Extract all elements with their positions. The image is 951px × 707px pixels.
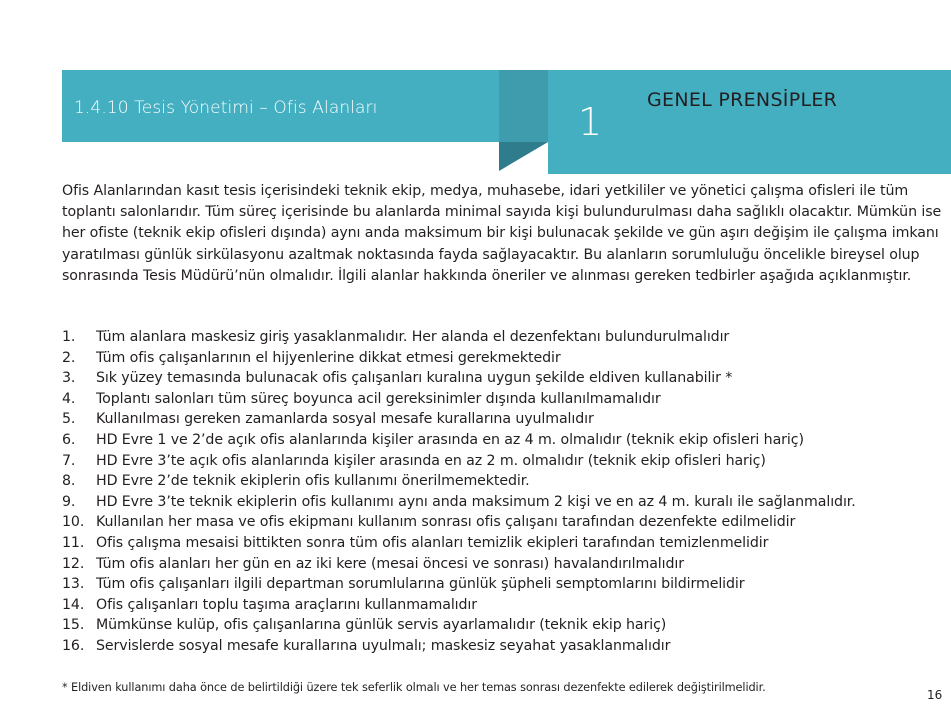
list-item-number: 16. (62, 637, 85, 654)
list-item-number: 8. (62, 473, 76, 490)
list-item-number: 4. (62, 390, 76, 407)
list-item-text: Tüm alanlara maskesiz giriş yasaklanmalıdır. Her alanda el dezenfektanı bulundurulmalıdır (96, 329, 730, 345)
list-item (62, 409, 946, 430)
list-item-number: 14. (62, 596, 85, 613)
list-item-text: HD Evre 3’te teknik ekiplerin ofis kullanımı aynı anda maksimum 2 kişi ve en az 4 m. kuralı ile sağlanmalıdır. (96, 493, 856, 510)
list-item-number: 1. (62, 329, 76, 345)
list-item (62, 574, 946, 595)
list-item-text: HD Evre 1 ve 2’de açık ofis alanlarında kişiler arasında en az 4 m. olmalıdır (teknik ekip ofisleri hariç) (96, 431, 804, 448)
list-item-number: 6. (62, 431, 76, 448)
footnote: * Eldiven kullanımı daha önce de belirtildiği üzere tek seferlik olmalı ve her temas sonrası dezenfekte edilerek değiştirilmelidir. (62, 681, 766, 694)
section-title: 1.4.10 Tesis Yönetimi – Ofis Alanları (74, 98, 378, 118)
list-item-number: 9. (62, 493, 76, 510)
list-item (62, 368, 946, 389)
list-item-number: 15. (62, 617, 85, 634)
list-item-number: 5. (62, 411, 76, 428)
list-item-text: HD Evre 3’te açık ofis alanlarında kişiler arasında en az 2 m. olmalıdır (teknik ekip ofisleri hariç) (96, 452, 766, 469)
list-item (62, 327, 946, 348)
chapter-banner (548, 70, 951, 174)
list-item (62, 615, 946, 636)
list-item (62, 636, 946, 657)
banner-connector (499, 70, 548, 142)
list-item (62, 430, 946, 451)
list-item-text: Tüm ofis alanları her gün en az iki kere (mesai öncesi ve sonrası) havalandırılmalıdır (96, 555, 684, 572)
list-item-number: 2. (62, 349, 76, 366)
list-item (62, 471, 946, 492)
list-item-text: Kullanılan her masa ve ofis ekipmanı kullanım sonrası ofis çalışanı tarafından dezenfekte edilmelidir (96, 514, 796, 531)
list-item-text: Toplantı salonları tüm süreç boyunca acil gereksinimler dışında kullanılmamalıdır (96, 390, 661, 407)
list-item-text: Kullanılması gereken zamanlarda sosyal mesafe kurallarına uyulmalıdır (96, 411, 594, 428)
banner-fold (499, 142, 548, 171)
chapter-title: GENEL PRENSİPLER (647, 89, 838, 111)
list-item (62, 389, 946, 410)
list-item-number: 3. (62, 370, 76, 387)
list-item-number: 13. (62, 576, 85, 593)
list-item-text: Mümkünse kulüp, ofis çalışanlarına günlük servis ayarlamalıdır (teknik ekip hariç) (96, 617, 667, 634)
list-item-text: Ofis çalışanları toplu taşıma araçlarını kullanmamalıdır (96, 596, 477, 613)
list-item-text: Sık yüzey temasında bulunacak ofis çalışanları kuralına uygun şekilde eldiven kullanabilir * (96, 370, 733, 387)
chapter-number: 1 (578, 100, 603, 144)
list-item (62, 492, 946, 513)
list-item-number: 11. (62, 534, 85, 551)
list-item (62, 512, 946, 533)
list-item-text: Tüm ofis çalışanlarının el hijyenlerine dikkat etmesi gerekmektedir (96, 349, 561, 366)
list-item-number: 12. (62, 555, 85, 572)
list-item-number: 10. (62, 514, 85, 531)
list-item-text: HD Evre 2’de teknik ekiplerin ofis kullanımı önerilmemektedir. (96, 473, 530, 490)
section-banner (62, 70, 499, 142)
intro-paragraph: Ofis Alanlarından kasıt tesis içerisindeki teknik ekip, medya, muhasebe, idari yetkililer ve yönetici çalışma ofisleri ile tüm toplantı salonlarıdır. Tüm süreç içerisinde bu alanlarda minimal sayıda kişi bulundurulması daha sağlıklı olacaktır. Mümkün ise her ofiste (teknik ekip ofisleri dışında) aynı anda maksimum bir kişi bulunacak şekilde ve gün aşırı değişim ile çalışma imkanı yaratılması günlük sirkülasyonu azaltmak noktasında fayda sağlayacaktır. Bu alanların sorumluluğu öncelikle bireysel olup sonrasında Tesis Müdürü’nün olmalıdır. İlgili alanlar hakkında öneriler ve alınması gereken tedbirler aşağıda açıklanmıştır. (62, 183, 942, 284)
list-item-text: Tüm ofis çalışanları ilgili departman sorumlularına günlük şüpheli semptomlarını bildirmelidir (96, 576, 745, 593)
list-item (62, 451, 946, 472)
list-item (62, 595, 946, 616)
page-number: 16 (927, 688, 943, 702)
list-item-text: Servislerde sosyal mesafe kurallarına uyulmalı; maskesiz seyahat yasaklanmalıdır (96, 637, 671, 654)
list-item (62, 554, 946, 575)
rules-list (62, 327, 946, 657)
list-item-number: 7. (62, 452, 76, 469)
list-item (62, 348, 946, 369)
list-item (62, 533, 946, 554)
list-item-text: Ofis çalışma mesaisi bittikten sonra tüm ofis alanları temizlik ekipleri tarafından temizlenmelidir (96, 534, 769, 551)
